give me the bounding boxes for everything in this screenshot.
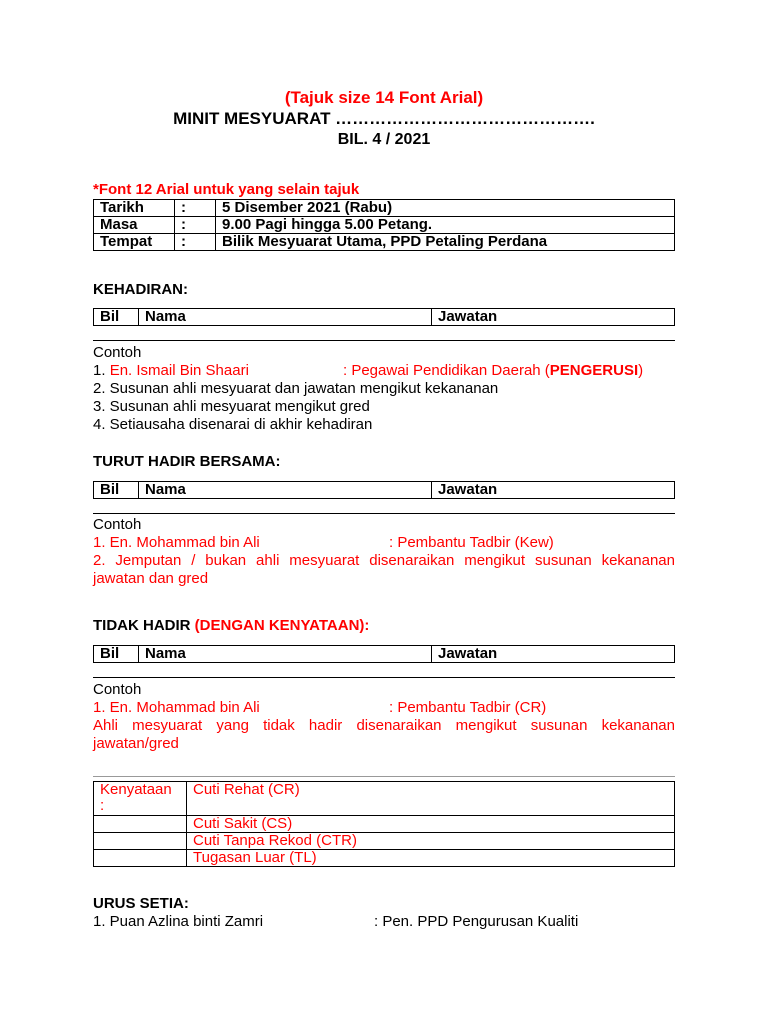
col-nama: Nama bbox=[139, 482, 432, 499]
info-label: Tarikh bbox=[94, 200, 175, 217]
table-row bbox=[94, 200, 675, 217]
empty-cell bbox=[94, 816, 187, 833]
role-prefix: : Pegawai Pendidikan Daerah ( bbox=[343, 362, 550, 379]
tidak-hadir-table bbox=[93, 645, 675, 663]
tidak-hadir-item-1-role: : Pembantu Tadbir (CR) bbox=[389, 699, 547, 716]
empty-cell bbox=[94, 850, 187, 867]
kehadiran-item-4: 4. Setiausaha disenarai di akhir kehadiran bbox=[93, 416, 373, 433]
info-separator: : bbox=[175, 234, 216, 251]
turut-hadir-item-2: 2. Jemputan / bukan ahli mesyuarat disenaraikan mengikut susunan kekananan jawatan dan gred bbox=[93, 552, 675, 587]
tidak-hadir-item-1-name: 1. En. Mohammad bin Ali bbox=[93, 699, 260, 716]
table-header-row bbox=[94, 646, 675, 663]
tidak-hadir-heading bbox=[93, 617, 369, 635]
kenyataan-option: Cuti Sakit (CS) bbox=[187, 816, 675, 833]
heading-black: TIDAK HADIR bbox=[93, 617, 195, 634]
member-role bbox=[343, 362, 643, 380]
turut-hadir-item-1-role: : Pembantu Tadbir (Kew) bbox=[389, 534, 554, 551]
title-note: (Tajuk size 14 Font Arial) bbox=[284, 88, 484, 107]
role-chairman: PENGERUSI bbox=[549, 362, 639, 379]
divider bbox=[93, 513, 675, 514]
table-row bbox=[94, 217, 675, 234]
table-row bbox=[94, 833, 675, 850]
info-value: 5 Disember 2021 (Rabu) bbox=[216, 200, 675, 217]
col-jawatan: Jawatan bbox=[432, 482, 675, 499]
font-note: *Font 12 Arial untuk yang selain tajuk bbox=[93, 181, 360, 198]
kehadiran-heading: KEHADIRAN: bbox=[93, 281, 188, 298]
kehadiran-contoh: Contoh bbox=[93, 344, 142, 361]
table-row bbox=[94, 850, 675, 867]
divider bbox=[93, 677, 675, 678]
kenyataan-label: Kenyataan : bbox=[94, 782, 187, 816]
col-nama: Nama bbox=[139, 646, 432, 663]
info-separator: : bbox=[175, 217, 216, 234]
tidak-hadir-contoh: Contoh bbox=[93, 681, 142, 698]
kehadiran-table bbox=[93, 308, 675, 326]
info-value: 9.00 Pagi hingga 5.00 Petang. bbox=[216, 217, 675, 234]
table-header-row bbox=[94, 482, 675, 499]
info-value: Bilik Mesyuarat Utama, PPD Petaling Perdana bbox=[216, 234, 675, 251]
info-label: Tempat bbox=[94, 234, 175, 251]
kenyataan-table bbox=[93, 781, 675, 867]
turut-hadir-table bbox=[93, 481, 675, 499]
col-bil: Bil bbox=[94, 482, 139, 499]
kehadiran-item-3: 3. Susunan ahli mesyuarat mengikut gred bbox=[93, 398, 370, 415]
col-nama: Nama bbox=[139, 309, 432, 326]
table-row bbox=[94, 234, 675, 251]
urus-setia-heading: URUS SETIA: bbox=[93, 895, 189, 912]
info-label: Masa bbox=[94, 217, 175, 234]
urus-setia-item-1-name: 1. Puan Azlina binti Zamri bbox=[93, 913, 264, 930]
meeting-number: BIL. 4 / 2021 bbox=[337, 131, 431, 148]
empty-cell bbox=[94, 833, 187, 850]
tidak-hadir-note: Ahli mesyuarat yang tidak hadir disenaraikan mengikut susunan kekananan jawatan/gred bbox=[93, 717, 675, 752]
document-title: MINIT MESYUARAT ………………………………………. bbox=[173, 109, 595, 128]
role-suffix: ) bbox=[638, 362, 644, 379]
col-jawatan: Jawatan bbox=[432, 646, 675, 663]
kehadiran-item-2: 2. Susunan ahli mesyuarat dan jawatan mengikut kekananan bbox=[93, 380, 499, 397]
turut-hadir-item-1-name: 1. En. Mohammad bin Ali bbox=[93, 534, 260, 551]
table-row bbox=[94, 816, 675, 833]
col-jawatan: Jawatan bbox=[432, 309, 675, 326]
urus-setia-item-1-role: : Pen. PPD Pengurusan Kualiti bbox=[374, 913, 579, 930]
table-row bbox=[94, 782, 675, 816]
info-separator: : bbox=[175, 200, 216, 217]
kehadiran-item-1 bbox=[93, 362, 249, 380]
divider bbox=[93, 776, 675, 777]
item-number: 1. bbox=[93, 362, 106, 379]
meeting-info-table bbox=[93, 199, 675, 251]
kenyataan-option: Cuti Tanpa Rekod (CTR) bbox=[187, 833, 675, 850]
heading-red: (DENGAN KENYATAAN): bbox=[194, 617, 370, 634]
turut-hadir-contoh: Contoh bbox=[93, 516, 142, 533]
kenyataan-option: Cuti Rehat (CR) bbox=[187, 782, 675, 816]
kenyataan-option: Tugasan Luar (TL) bbox=[187, 850, 675, 867]
turut-hadir-heading: TURUT HADIR BERSAMA: bbox=[93, 453, 281, 470]
col-bil: Bil bbox=[94, 309, 139, 326]
table-header-row bbox=[94, 309, 675, 326]
divider bbox=[93, 340, 675, 341]
member-name: En. Ismail Bin Shaari bbox=[109, 362, 249, 379]
col-bil: Bil bbox=[94, 646, 139, 663]
